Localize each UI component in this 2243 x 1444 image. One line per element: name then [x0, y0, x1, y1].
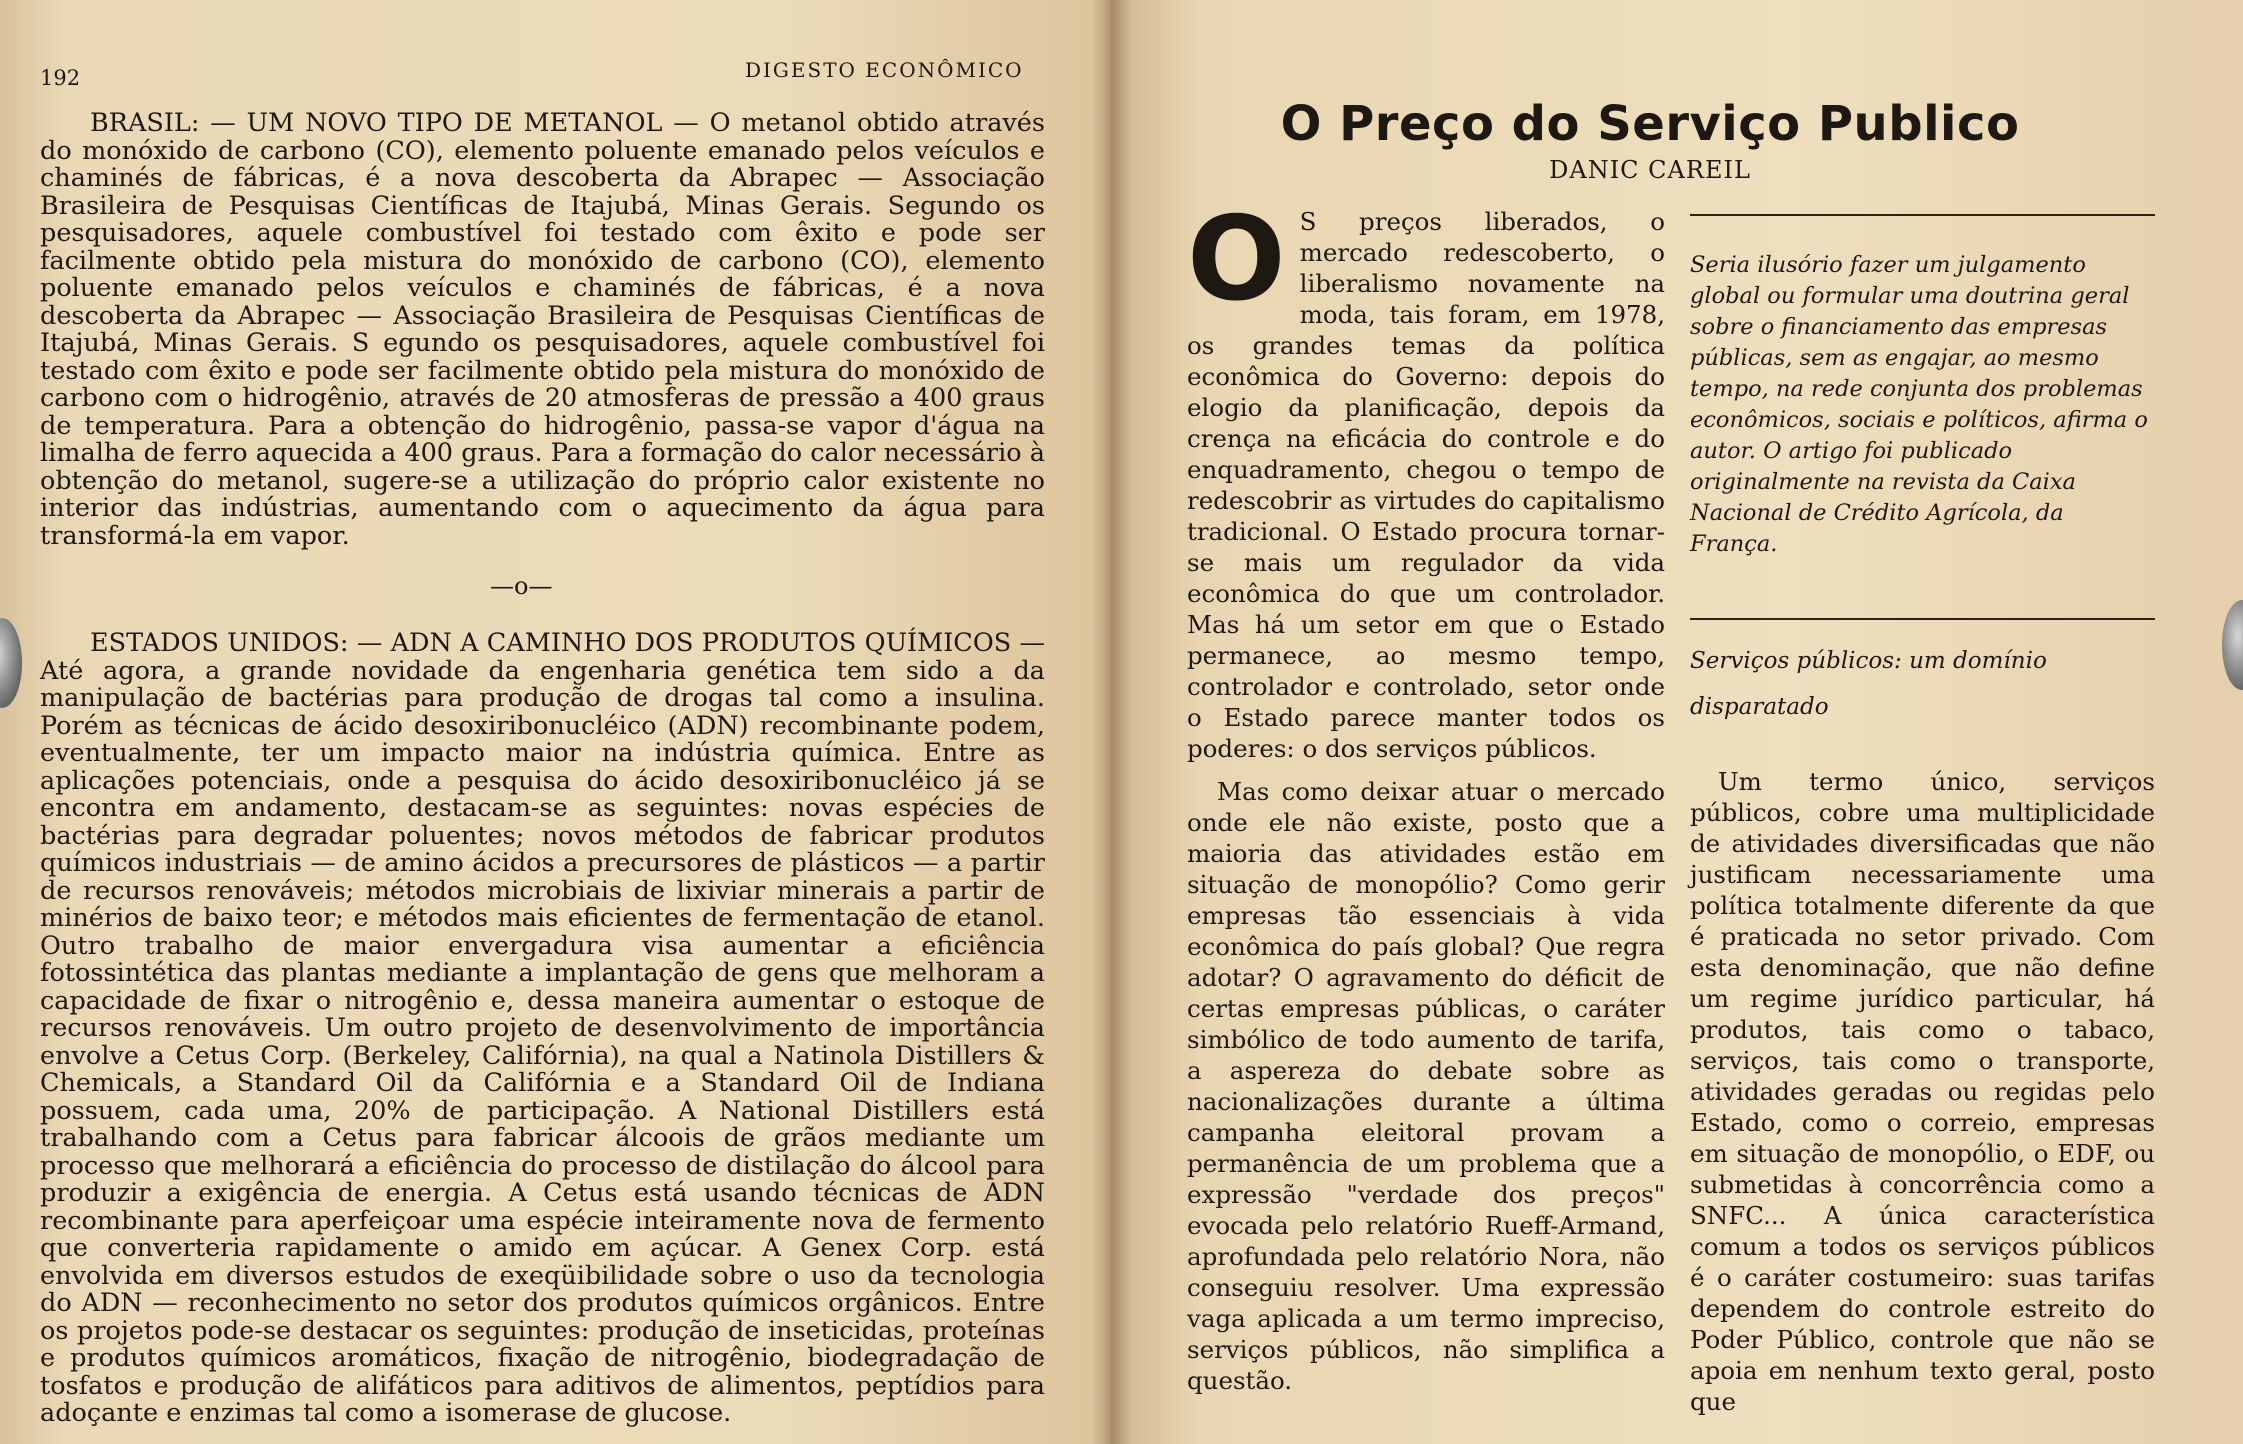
- article-paragraph: Mas como deixar atuar o mercado onde ele não existe, posto que a maioria das atividades estão em situação de monopólio? Como gerir empresas tão essenciais à vida econômica do país global? Que regra adotar? O agravamento do déficit de certas empresas públicas, o caráter simbólico de todo aumento de tarifa, a aspereza do debate sobre as nacionalizações durante a última campanha eleitoral provam a permanência de um problema que a expressão "verdade dos preços" evocada pelo relatório Rueff-Armand, aprofundada pelo relatório Nora, não conseguiu resolver. Uma expressão vaga aplicada a um termo impreciso, serviços públicos, não simplifica a questão.: [1187, 777, 1665, 1395]
- page-number: 192: [40, 66, 81, 90]
- article-side-column: [1690, 206, 2155, 1417]
- article-paragraph: Um termo único, serviços públicos, cobre uma multiplicidade de atividades diversificadas que não justificam necessariamente uma política totalmente diferente da que é praticada no setor privado. Com esta denominação, que não define um regime jurídico particular, há produtos, tais como o tabaco, serviços, tais como o transporte, atividades geradas ou regidas pelo Estado, como o correio, empresas em situação de monopólio, o EDF, ou submetidas à concorrência como a SNFC... A única característica comum a todos os serviços públicos é o caráter costumeiro: suas tarifas dependem do controle estreito do Poder Público, controle que não se apoia em nenhum texto geral, posto que: [1690, 767, 2155, 1416]
- article-lead: Seria ilusório fazer um julgamento global ou formular uma doutrina geral sobre o financiamento das empresas públicas, sem as engajar, ao mesmo tempo, na rede conjunta dos problemas econômicos, sociais e políticos, afirma o autor. O artigo foi publicado originalmente na revista da Caixa Nacional de Crédito Agrícola, da França.: [1690, 252, 2148, 557]
- section-separator: —o—: [490, 572, 553, 600]
- section-subhead: Serviços públicos: um domínio disparatado: [1690, 648, 2047, 720]
- article-paragraph: [1187, 192, 1665, 764]
- divider-rule: [1690, 214, 2155, 216]
- drop-cap: O: [1187, 192, 1286, 327]
- page-gutter: [1092, 0, 1132, 1444]
- news-item-brasil: [40, 110, 1045, 550]
- article-author: DANIC CAREIL: [1549, 156, 1751, 184]
- left-page: [0, 0, 1110, 1444]
- news-item-estados-unidos: [40, 630, 1045, 1428]
- news-item-text: ESTADOS UNIDOS: — ADN A CAMINHO DOS PRODUTOS QUÍMICOS — Até agora, a grande novidade da engenharia genética tem sido a da manipulação de bactérias para produção de drogas tal como a insulina. Porém as técnicas de ácido desoxiribonucléico (ADN) recombinante podem, eventualmente, ter um impacto maior na indústria química. Entre as aplicações potenciais, onde a pesquisa do ácido desoxiribonucléico já se encontra em andamento, destacam-se as seguintes: novas espécies de bactérias para degradar poluentes; novos métodos de fabricar produtos químicos industriais — de amino ácidos a precursores de plásticos — a partir de recursos renováveis; métodos microbiais de lixiviar minerais a partir de minérios de baixo teor; e métodos mais eficientes de fermentação de etanol. Outro trabalho de maior envergadura visa aumentar a eficiência fotossintética das plantas mediante a implantação de gens que melhoram a capacidade de fixar o nitrogênio e, dessa maneira aumentar o estoque de recursos renováveis. Um outro projeto de desenvolvimento de importância envolve a Cetus Corp. (Berkeley, Califórnia), na qual a Natinola Distillers & Chemicals, a Standard Oil da Califórnia e a Standard Oil de Indiana possuem, cada uma, 20% de participação. A National Distillers está trabalhando com a Cetus para fabricar álcoois de grãos mediante um processo que melhorará a eficiência do processo de distilação do álcool para produzir a exigência de energia. A Cetus está usando técnicas de ADN recombinante para aperfeiçoar uma espécie inteiramente nova de fermento que converteria rapidamente o amido em açúcar. A Genex Corp. está envolvida em diversos estudos de exeqüibilidade sobre o uso da tecnologia do ADN — reconhecimento no setor dos produtos químicos orgânicos. Entre os projetos pode-se destacar os seguintes: produção de inseticidas, proteínas e produtos químicos aromáticos, fixação de nitrogênio, biodegradação de tosfatos e produção de alifáticos para aditivos de alimentos, peptídios para adoçante e enzimas tal como a isomerase de glucose.: [40, 628, 1045, 1428]
- article-title: O Preço do Serviço Publico: [1280, 96, 2020, 152]
- running-head: DIGESTO ECONÔMICO: [745, 58, 1024, 82]
- article-main-column: [1187, 192, 1665, 1396]
- article-paragraph-text: S preços liberados, o mercado redescoberto, o liberalismo novamente na moda, tais foram, em 1978, os grandes temas da política econômica do Governo: depois do elogio da planificação, depois da crença na eficácia do controle e do enquadramento, chegou o tempo de redescobrir as virtudes do capitalismo tradicional. O Estado procura tornar-se mais um regulador da vida econômica do que um controlador. Mas há um setor em que o Estado permanece, ao mesmo tempo, controlador e controlado, setor onde o Estado parece manter todos os poderes: o dos serviços públicos.: [1187, 207, 1665, 763]
- divider-rule: [1690, 618, 2155, 620]
- news-item-text: BRASIL: — UM NOVO TIPO DE METANOL — O metanol obtido através do monóxido de carbono (CO), elemento poluente emanado pelos veículos e chaminés de fábricas, é a nova descoberta da Abrapec — Associação Brasileira de Pesquisas Científicas de Itajubá, Minas Gerais. Segundo os pesquisadores, aquele combustível foi testado com êxito e pode ser facilmente obtido pela mistura do monóxido de carbono (CO), elemento poluente emanado pelos veículos e chaminés de fábricas, é a nova descoberta da Abrapec — Associação Brasileira de Pesquisas Científicas de Itajubá, Minas Gerais. S egundo os pesquisadores, aquele combustível foi testado com êxito e pode ser facilmente obtido pela mistura do monóxido de carbono com o hidrogênio, através de 20 atmosferas de pressão a 400 graus de temperatura. Para a obtenção do hidrogênio, passa-se vapor d'água na limalha de ferro aquecida a 400 graus. Para a formação do calor necessário à obtenção do metanol, sugere-se a utilização do próprio calor existente no interior das indústrias, aumentando com o aquecimento da água para transformá-la em vapor.: [40, 108, 1045, 551]
